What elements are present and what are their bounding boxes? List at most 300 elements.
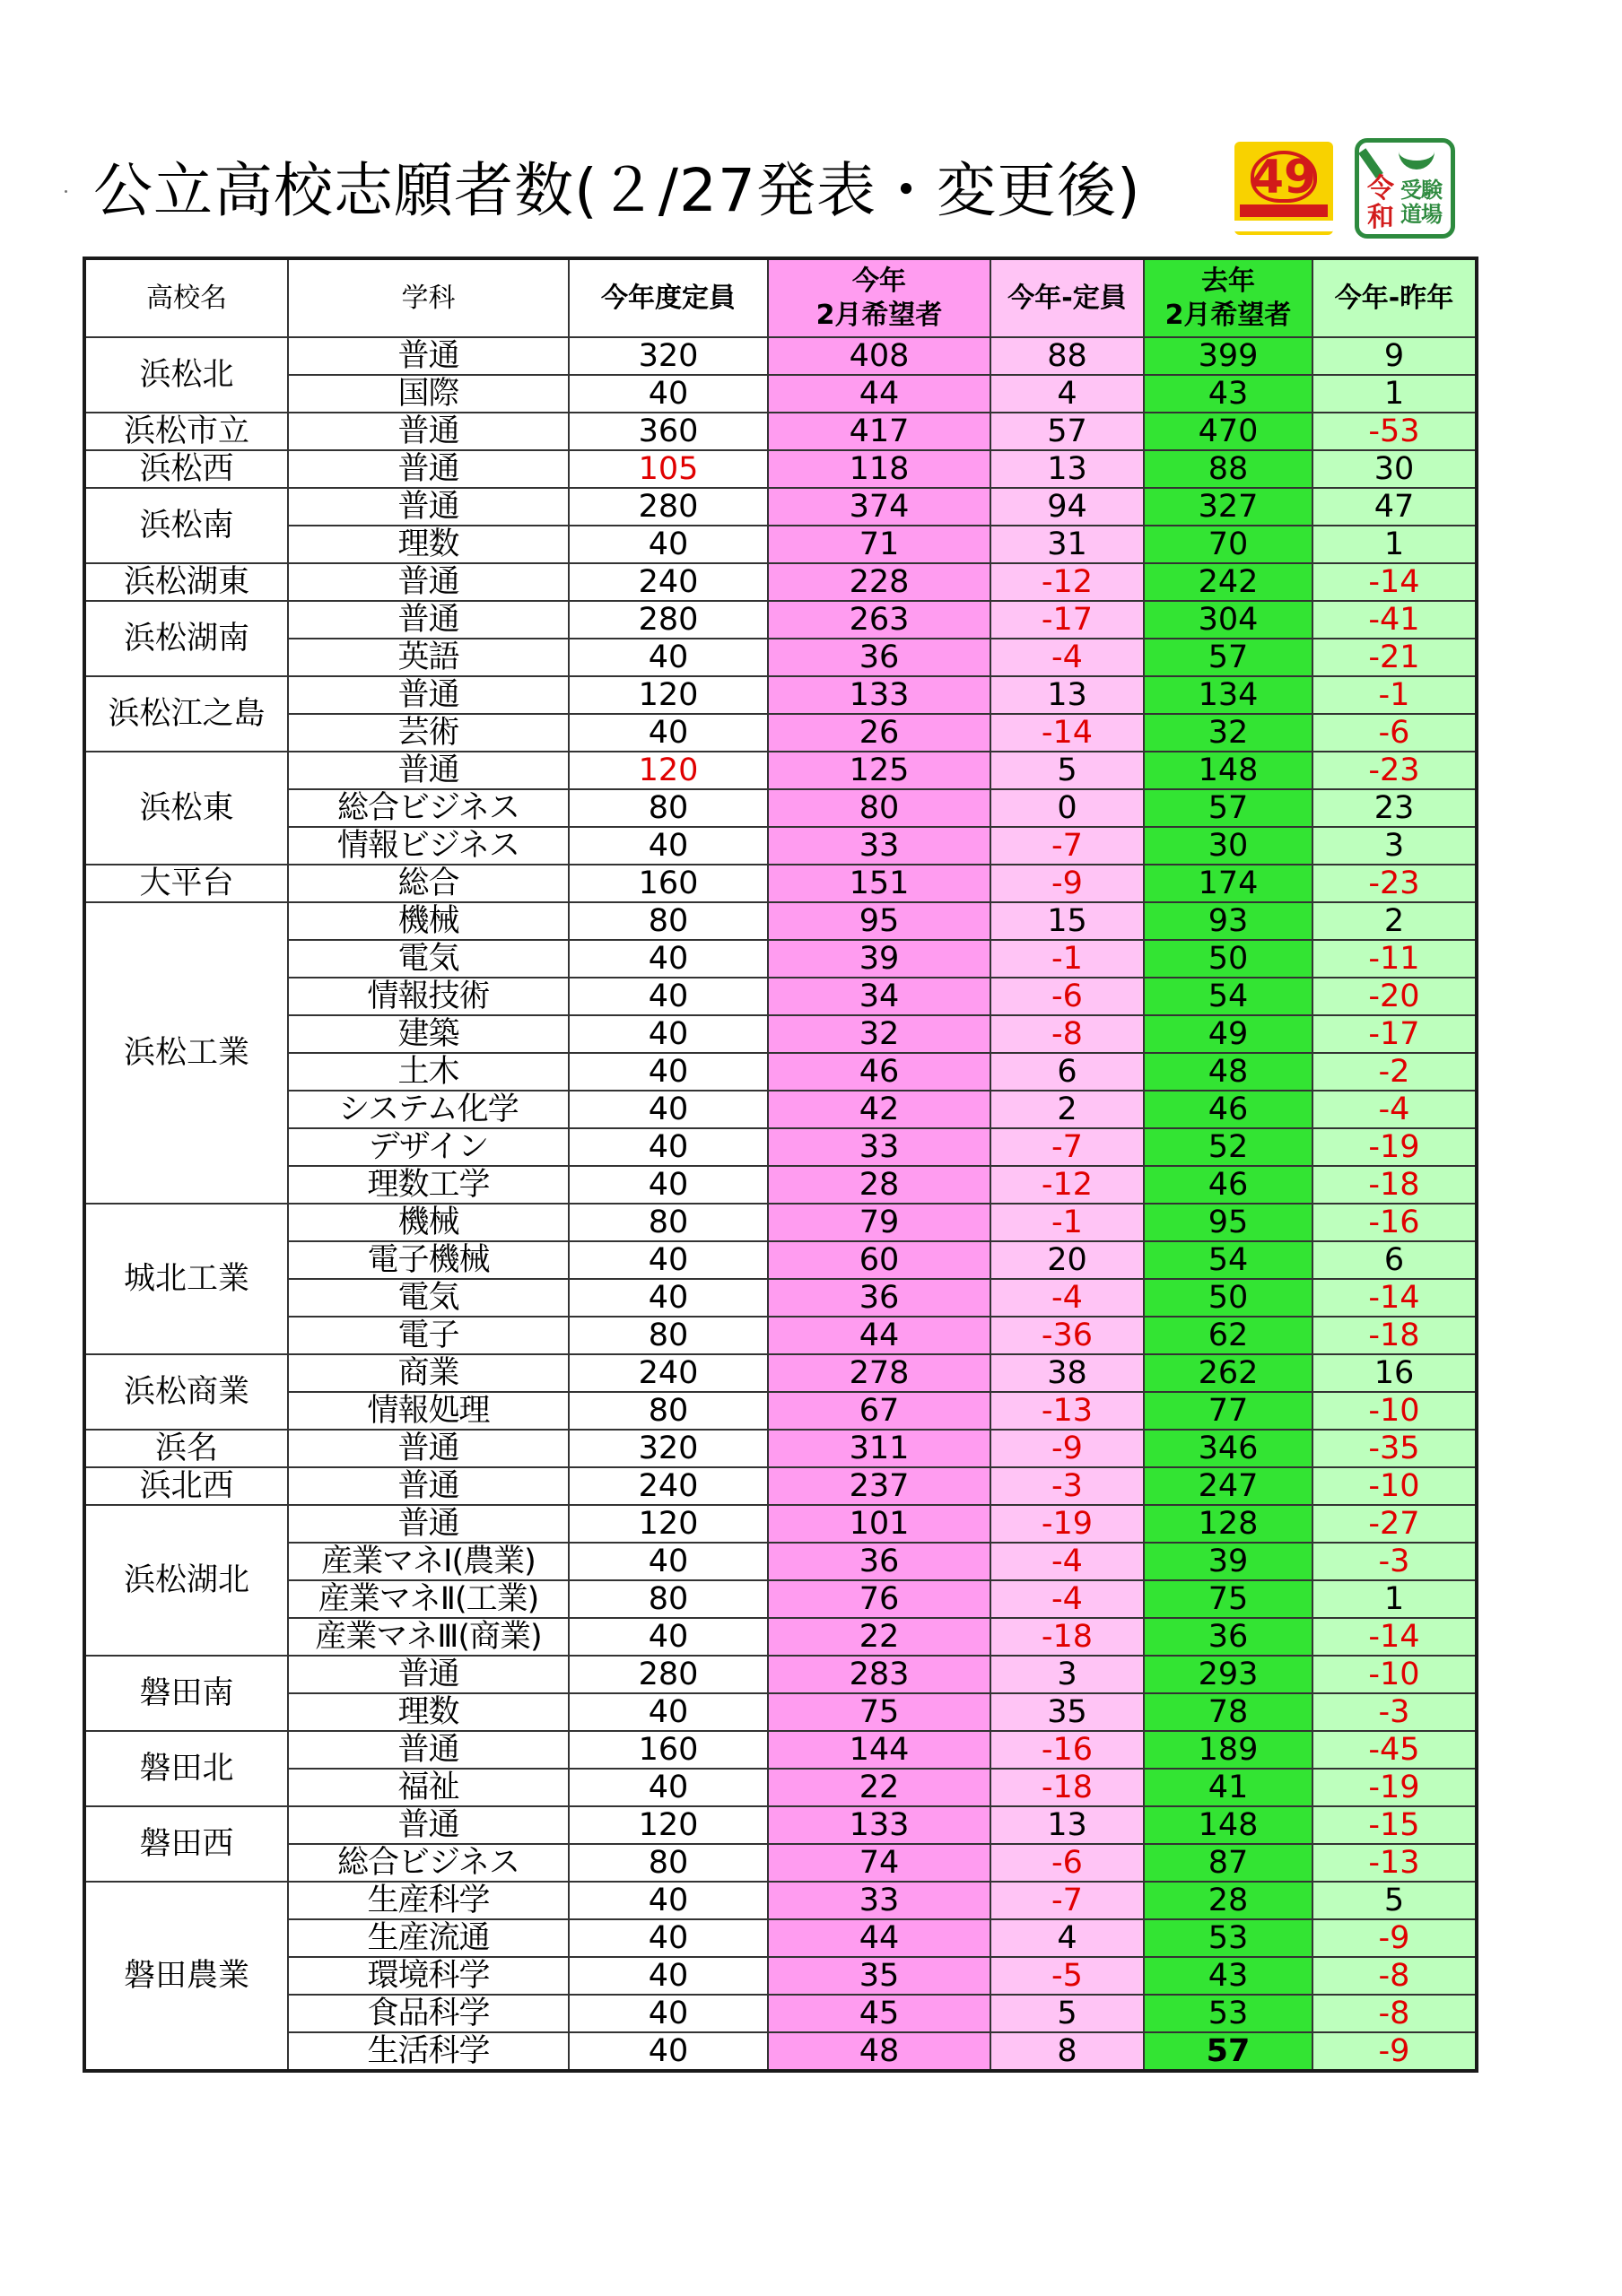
table-row <box>84 1543 1477 1580</box>
diff-last-year-cell: 16 <box>1312 1354 1477 1392</box>
school-name-cell: 浜松湖東 <box>84 563 288 601</box>
department-cell: 情報処理 <box>288 1392 569 1430</box>
header-last-year-applicants: 去年 2月希望者 <box>1144 258 1312 337</box>
table-row <box>84 827 1477 865</box>
department-cell: 普通 <box>288 337 569 375</box>
capacity-cell: 280 <box>569 488 768 526</box>
table-row <box>84 676 1477 714</box>
this-year-applicants-cell: 22 <box>768 1769 990 1806</box>
diff-capacity-cell: 38 <box>990 1354 1144 1392</box>
department-cell: 福祉 <box>288 1769 569 1806</box>
table-row <box>84 1844 1477 1882</box>
department-cell: 総合ビジネス <box>288 1844 569 1882</box>
table-row <box>84 1392 1477 1430</box>
capacity-cell: 40 <box>569 827 768 865</box>
this-year-applicants-cell: 118 <box>768 450 990 488</box>
school-name-cell: 浜松湖北 <box>84 1505 288 1656</box>
last-year-applicants-cell: 28 <box>1144 1882 1312 1919</box>
last-year-applicants-cell: 189 <box>1144 1731 1312 1769</box>
this-year-applicants-cell: 144 <box>768 1731 990 1769</box>
diff-capacity-cell: -7 <box>990 827 1144 865</box>
diff-last-year-cell: -10 <box>1312 1392 1477 1430</box>
table-row <box>84 1091 1477 1128</box>
capacity-cell: 80 <box>569 902 768 940</box>
table-row <box>84 865 1477 902</box>
this-year-applicants-cell: 408 <box>768 337 990 375</box>
last-year-applicants-cell: 262 <box>1144 1354 1312 1392</box>
diff-last-year-cell: -14 <box>1312 1618 1477 1656</box>
last-year-applicants-cell: 70 <box>1144 526 1312 563</box>
capacity-cell: 40 <box>569 1053 768 1091</box>
header-school: 高校名 <box>84 258 288 337</box>
department-cell: 総合 <box>288 865 569 902</box>
table-row <box>84 526 1477 563</box>
last-year-applicants-cell: 88 <box>1144 450 1312 488</box>
department-cell: 普通 <box>288 1656 569 1693</box>
diff-last-year-cell: -9 <box>1312 1919 1477 1957</box>
last-year-applicants-cell: 95 <box>1144 1204 1312 1241</box>
school-name-cell: 浜北西 <box>84 1467 288 1505</box>
school-name-cell: 浜松東 <box>84 752 288 865</box>
diff-last-year-cell: -8 <box>1312 1995 1477 2032</box>
department-cell: 総合ビジネス <box>288 789 569 827</box>
this-year-applicants-cell: 278 <box>768 1354 990 1392</box>
table-row <box>84 639 1477 676</box>
last-year-applicants-cell: 242 <box>1144 563 1312 601</box>
table-row <box>84 902 1477 940</box>
diff-last-year-cell: -27 <box>1312 1505 1477 1543</box>
last-year-applicants-cell: 48 <box>1144 1053 1312 1091</box>
table-row <box>84 1467 1477 1505</box>
diff-last-year-cell: -1 <box>1312 676 1477 714</box>
last-year-applicants-cell: 304 <box>1144 601 1312 639</box>
diff-capacity-cell: -36 <box>990 1317 1144 1354</box>
department-cell: 生産流通 <box>288 1919 569 1957</box>
table-row <box>84 1354 1477 1392</box>
applicants-table <box>83 257 1478 2073</box>
this-year-applicants-cell: 133 <box>768 676 990 714</box>
department-cell: 食品科学 <box>288 1995 569 2032</box>
capacity-cell: 160 <box>569 865 768 902</box>
anniversary-49-logo <box>1234 142 1333 235</box>
diff-capacity-cell: -6 <box>990 1844 1144 1882</box>
department-cell: 建築 <box>288 1015 569 1053</box>
last-year-applicants-cell: 148 <box>1144 752 1312 789</box>
capacity-cell: 80 <box>569 789 768 827</box>
last-year-applicants-cell: 87 <box>1144 1844 1312 1882</box>
diff-last-year-cell: 23 <box>1312 789 1477 827</box>
table-row <box>84 1279 1477 1317</box>
last-year-applicants-cell: 57 <box>1144 639 1312 676</box>
last-year-applicants-cell: 43 <box>1144 1957 1312 1995</box>
department-cell: 機械 <box>288 1204 569 1241</box>
last-year-applicants-cell: 327 <box>1144 488 1312 526</box>
header-row <box>84 258 1477 337</box>
last-year-applicants-cell: 470 <box>1144 413 1312 450</box>
capacity-cell: 40 <box>569 2032 768 2071</box>
header-this-year-applicants: 今年 2月希望者 <box>768 258 990 337</box>
diff-last-year-cell: -18 <box>1312 1317 1477 1354</box>
department-cell: 普通 <box>288 563 569 601</box>
capacity-cell: 40 <box>569 1279 768 1317</box>
department-cell: 生産科学 <box>288 1882 569 1919</box>
table-row <box>84 789 1477 827</box>
department-cell: 普通 <box>288 1430 569 1467</box>
table-row <box>84 1317 1477 1354</box>
table-row <box>84 450 1477 488</box>
this-year-applicants-cell: 71 <box>768 526 990 563</box>
diff-last-year-cell: -41 <box>1312 601 1477 639</box>
table-row <box>84 1693 1477 1731</box>
department-cell: 商業 <box>288 1354 569 1392</box>
table-row <box>84 1957 1477 1995</box>
diff-last-year-cell: -35 <box>1312 1430 1477 1467</box>
capacity-cell: 160 <box>569 1731 768 1769</box>
diff-capacity-cell: 3 <box>990 1656 1144 1693</box>
this-year-applicants-cell: 42 <box>768 1091 990 1128</box>
department-cell: 機械 <box>288 902 569 940</box>
diff-last-year-cell: 1 <box>1312 526 1477 563</box>
diff-capacity-cell: 57 <box>990 413 1144 450</box>
this-year-applicants-cell: 237 <box>768 1467 990 1505</box>
capacity-cell: 40 <box>569 1091 768 1128</box>
department-cell: 普通 <box>288 1806 569 1844</box>
diff-last-year-cell: 3 <box>1312 827 1477 865</box>
table-row <box>84 413 1477 450</box>
school-name-cell: 浜松商業 <box>84 1354 288 1430</box>
table-row <box>84 1769 1477 1806</box>
diff-capacity-cell: 94 <box>990 488 1144 526</box>
last-year-applicants-cell: 346 <box>1144 1430 1312 1467</box>
diff-capacity-cell: -7 <box>990 1882 1144 1919</box>
school-name-cell: 磐田南 <box>84 1656 288 1731</box>
diff-capacity-cell: -13 <box>990 1392 1144 1430</box>
capacity-cell: 40 <box>569 375 768 413</box>
capacity-cell: 40 <box>569 1957 768 1995</box>
diff-last-year-cell: -13 <box>1312 1844 1477 1882</box>
diff-last-year-cell: -8 <box>1312 1957 1477 1995</box>
this-year-applicants-cell: 228 <box>768 563 990 601</box>
logo-number: 49 <box>1251 151 1317 204</box>
diff-last-year-cell: -14 <box>1312 563 1477 601</box>
capacity-cell: 40 <box>569 1618 768 1656</box>
diff-capacity-cell: -18 <box>990 1618 1144 1656</box>
this-year-applicants-cell: 33 <box>768 1128 990 1166</box>
diff-last-year-cell: -19 <box>1312 1769 1477 1806</box>
capacity-cell: 240 <box>569 1467 768 1505</box>
capacity-cell: 120 <box>569 1806 768 1844</box>
header-diff-last-year: 今年-昨年 <box>1312 258 1477 337</box>
diff-last-year-cell: 47 <box>1312 488 1477 526</box>
last-year-applicants-cell: 93 <box>1144 902 1312 940</box>
this-year-applicants-cell: 28 <box>768 1166 990 1204</box>
diff-last-year-cell: -20 <box>1312 978 1477 1015</box>
school-name-cell: 磐田北 <box>84 1731 288 1806</box>
last-year-applicants-cell: 50 <box>1144 1279 1312 1317</box>
school-name-cell: 大平台 <box>84 865 288 902</box>
this-year-applicants-cell: 311 <box>768 1430 990 1467</box>
last-year-applicants-cell: 128 <box>1144 1505 1312 1543</box>
last-year-applicants-cell: 57 <box>1144 2032 1312 2071</box>
diff-last-year-cell: -17 <box>1312 1015 1477 1053</box>
this-year-applicants-cell: 101 <box>768 1505 990 1543</box>
capacity-cell: 40 <box>569 714 768 752</box>
diff-capacity-cell: -1 <box>990 1204 1144 1241</box>
diff-capacity-cell: -12 <box>990 563 1144 601</box>
last-year-applicants-cell: 54 <box>1144 1241 1312 1279</box>
last-year-applicants-cell: 46 <box>1144 1091 1312 1128</box>
capacity-cell: 80 <box>569 1844 768 1882</box>
department-cell: 理数 <box>288 526 569 563</box>
school-name-cell: 浜松西 <box>84 450 288 488</box>
diff-last-year-cell: 30 <box>1312 450 1477 488</box>
diff-last-year-cell: -3 <box>1312 1543 1477 1580</box>
bowl-icon <box>1399 146 1435 170</box>
this-year-applicants-cell: 32 <box>768 1015 990 1053</box>
this-year-applicants-cell: 74 <box>768 1844 990 1882</box>
table-row <box>84 752 1477 789</box>
capacity-cell: 40 <box>569 1995 768 2032</box>
header-department: 学科 <box>288 258 569 337</box>
this-year-applicants-cell: 79 <box>768 1204 990 1241</box>
table-row <box>84 1882 1477 1919</box>
table-row <box>84 1166 1477 1204</box>
this-year-applicants-cell: 39 <box>768 940 990 978</box>
capacity-cell: 280 <box>569 1656 768 1693</box>
diff-capacity-cell: -18 <box>990 1769 1144 1806</box>
this-year-applicants-cell: 22 <box>768 1618 990 1656</box>
school-name-cell: 浜松北 <box>84 337 288 413</box>
diff-capacity-cell: 88 <box>990 337 1144 375</box>
last-year-applicants-cell: 36 <box>1144 1618 1312 1656</box>
last-year-applicants-cell: 30 <box>1144 827 1312 865</box>
last-year-applicants-cell: 43 <box>1144 375 1312 413</box>
diff-capacity-cell: 31 <box>990 526 1144 563</box>
diff-capacity-cell: 35 <box>990 1693 1144 1731</box>
this-year-applicants-cell: 34 <box>768 978 990 1015</box>
this-year-applicants-cell: 151 <box>768 865 990 902</box>
capacity-cell: 40 <box>569 639 768 676</box>
department-cell: 産業マネⅡ(工業) <box>288 1580 569 1618</box>
last-year-applicants-cell: 52 <box>1144 1128 1312 1166</box>
capacity-cell: 320 <box>569 337 768 375</box>
diff-last-year-cell: 1 <box>1312 375 1477 413</box>
last-year-applicants-cell: 53 <box>1144 1919 1312 1957</box>
diff-last-year-cell: -23 <box>1312 865 1477 902</box>
department-cell: 電気 <box>288 940 569 978</box>
department-cell: 情報ビジネス <box>288 827 569 865</box>
diff-last-year-cell: -2 <box>1312 1053 1477 1091</box>
table-row <box>84 1806 1477 1844</box>
last-year-applicants-cell: 62 <box>1144 1317 1312 1354</box>
capacity-cell: 80 <box>569 1392 768 1430</box>
capacity-cell: 80 <box>569 1317 768 1354</box>
department-cell: 普通 <box>288 1505 569 1543</box>
last-year-applicants-cell: 75 <box>1144 1580 1312 1618</box>
diff-capacity-cell: 6 <box>990 1053 1144 1091</box>
capacity-cell: 80 <box>569 1204 768 1241</box>
department-cell: 普通 <box>288 1467 569 1505</box>
department-cell: 普通 <box>288 752 569 789</box>
table-row <box>84 488 1477 526</box>
table-row <box>84 1241 1477 1279</box>
last-year-applicants-cell: 50 <box>1144 940 1312 978</box>
last-year-applicants-cell: 78 <box>1144 1693 1312 1731</box>
table-row <box>84 375 1477 413</box>
table-row <box>84 1919 1477 1957</box>
department-cell: 情報技術 <box>288 978 569 1015</box>
school-name-cell: 城北工業 <box>84 1204 288 1354</box>
logo-juken-dojo-text: 受験 道場 <box>1400 178 1442 227</box>
diff-capacity-cell: 5 <box>990 752 1144 789</box>
diff-capacity-cell: -5 <box>990 1957 1144 1995</box>
this-year-applicants-cell: 35 <box>768 1957 990 1995</box>
capacity-cell: 40 <box>569 1166 768 1204</box>
capacity-cell: 360 <box>569 413 768 450</box>
this-year-applicants-cell: 44 <box>768 1919 990 1957</box>
diff-capacity-cell: 5 <box>990 1995 1144 2032</box>
capacity-cell: 40 <box>569 1882 768 1919</box>
diff-capacity-cell: -19 <box>990 1505 1144 1543</box>
diff-last-year-cell: -21 <box>1312 639 1477 676</box>
table-row <box>84 940 1477 978</box>
diff-last-year-cell: -11 <box>1312 940 1477 978</box>
this-year-applicants-cell: 26 <box>768 714 990 752</box>
diff-capacity-cell: -6 <box>990 978 1144 1015</box>
this-year-applicants-cell: 67 <box>768 1392 990 1430</box>
capacity-cell: 40 <box>569 1241 768 1279</box>
diff-last-year-cell: 2 <box>1312 902 1477 940</box>
table-row <box>84 2032 1477 2071</box>
this-year-applicants-cell: 76 <box>768 1580 990 1618</box>
department-cell: 理数工学 <box>288 1166 569 1204</box>
capacity-cell: 280 <box>569 601 768 639</box>
department-cell: 環境科学 <box>288 1957 569 1995</box>
diff-capacity-cell: -9 <box>990 1430 1144 1467</box>
this-year-applicants-cell: 33 <box>768 1882 990 1919</box>
diff-capacity-cell: 2 <box>990 1091 1144 1128</box>
last-year-applicants-cell: 399 <box>1144 337 1312 375</box>
table-row <box>84 563 1477 601</box>
table-row <box>84 1430 1477 1467</box>
this-year-applicants-cell: 283 <box>768 1656 990 1693</box>
diff-capacity-cell: 0 <box>990 789 1144 827</box>
school-name-cell: 磐田農業 <box>84 1882 288 2071</box>
department-cell: デザイン <box>288 1128 569 1166</box>
table-row <box>84 1505 1477 1543</box>
table-row <box>84 1656 1477 1693</box>
table-row <box>84 1204 1477 1241</box>
diff-capacity-cell: -7 <box>990 1128 1144 1166</box>
diff-capacity-cell: -12 <box>990 1166 1144 1204</box>
logo-reiwa: 令 和 <box>1367 173 1394 233</box>
table-row <box>84 714 1477 752</box>
school-name-cell: 浜松南 <box>84 488 288 563</box>
department-cell: 普通 <box>288 450 569 488</box>
diff-capacity-cell: -4 <box>990 1543 1144 1580</box>
this-year-applicants-cell: 36 <box>768 1279 990 1317</box>
capacity-cell: 40 <box>569 1015 768 1053</box>
this-year-applicants-cell: 75 <box>768 1693 990 1731</box>
this-year-applicants-cell: 33 <box>768 827 990 865</box>
school-name-cell: 浜松工業 <box>84 902 288 1204</box>
diff-last-year-cell: -18 <box>1312 1166 1477 1204</box>
this-year-applicants-cell: 44 <box>768 1317 990 1354</box>
diff-capacity-cell: 15 <box>990 902 1144 940</box>
this-year-applicants-cell: 374 <box>768 488 990 526</box>
diff-last-year-cell: 9 <box>1312 337 1477 375</box>
diff-capacity-cell: -17 <box>990 601 1144 639</box>
diff-capacity-cell: 20 <box>990 1241 1144 1279</box>
diff-last-year-cell: -19 <box>1312 1128 1477 1166</box>
last-year-applicants-cell: 77 <box>1144 1392 1312 1430</box>
last-year-applicants-cell: 32 <box>1144 714 1312 752</box>
diff-capacity-cell: -8 <box>990 1015 1144 1053</box>
diff-capacity-cell: -4 <box>990 639 1144 676</box>
table-row <box>84 1580 1477 1618</box>
this-year-applicants-cell: 60 <box>768 1241 990 1279</box>
last-year-applicants-cell: 57 <box>1144 789 1312 827</box>
stray-dot <box>65 190 67 193</box>
department-cell: 普通 <box>288 601 569 639</box>
this-year-applicants-cell: 46 <box>768 1053 990 1091</box>
last-year-applicants-cell: 148 <box>1144 1806 1312 1844</box>
diff-capacity-cell: -1 <box>990 940 1144 978</box>
department-cell: 土木 <box>288 1053 569 1091</box>
school-name-cell: 浜松湖南 <box>84 601 288 676</box>
department-cell: 生活科学 <box>288 2032 569 2071</box>
table-row <box>84 1015 1477 1053</box>
department-cell: 産業マネⅢ(商業) <box>288 1618 569 1656</box>
this-year-applicants-cell: 36 <box>768 639 990 676</box>
department-cell: 英語 <box>288 639 569 676</box>
diff-last-year-cell: -4 <box>1312 1091 1477 1128</box>
capacity-cell: 40 <box>569 1769 768 1806</box>
header-capacity: 今年度定員 <box>569 258 768 337</box>
school-name-cell: 磐田西 <box>84 1806 288 1882</box>
capacity-cell: 40 <box>569 978 768 1015</box>
last-year-applicants-cell: 54 <box>1144 978 1312 1015</box>
this-year-applicants-cell: 95 <box>768 902 990 940</box>
capacity-cell: 40 <box>569 940 768 978</box>
table-row <box>84 1995 1477 2032</box>
table-row <box>84 337 1477 375</box>
table-row <box>84 1731 1477 1769</box>
capacity-cell: 40 <box>569 1919 768 1957</box>
diff-last-year-cell: -53 <box>1312 413 1477 450</box>
diff-capacity-cell: 4 <box>990 1919 1144 1957</box>
this-year-applicants-cell: 45 <box>768 1995 990 2032</box>
last-year-applicants-cell: 49 <box>1144 1015 1312 1053</box>
diff-last-year-cell: -3 <box>1312 1693 1477 1731</box>
capacity-cell: 320 <box>569 1430 768 1467</box>
this-year-applicants-cell: 36 <box>768 1543 990 1580</box>
department-cell: 電子 <box>288 1317 569 1354</box>
department-cell: システム化学 <box>288 1091 569 1128</box>
department-cell: 電子機械 <box>288 1241 569 1279</box>
capacity-cell: 120 <box>569 676 768 714</box>
juken-dojo-logo <box>1355 138 1455 239</box>
last-year-applicants-cell: 134 <box>1144 676 1312 714</box>
school-name-cell: 浜松市立 <box>84 413 288 450</box>
department-cell: 普通 <box>288 413 569 450</box>
last-year-applicants-cell: 39 <box>1144 1543 1312 1580</box>
diff-capacity-cell: -4 <box>990 1279 1144 1317</box>
diff-capacity-cell: 8 <box>990 2032 1144 2071</box>
table-row <box>84 1053 1477 1091</box>
capacity-cell: 80 <box>569 1580 768 1618</box>
table-row <box>84 1128 1477 1166</box>
